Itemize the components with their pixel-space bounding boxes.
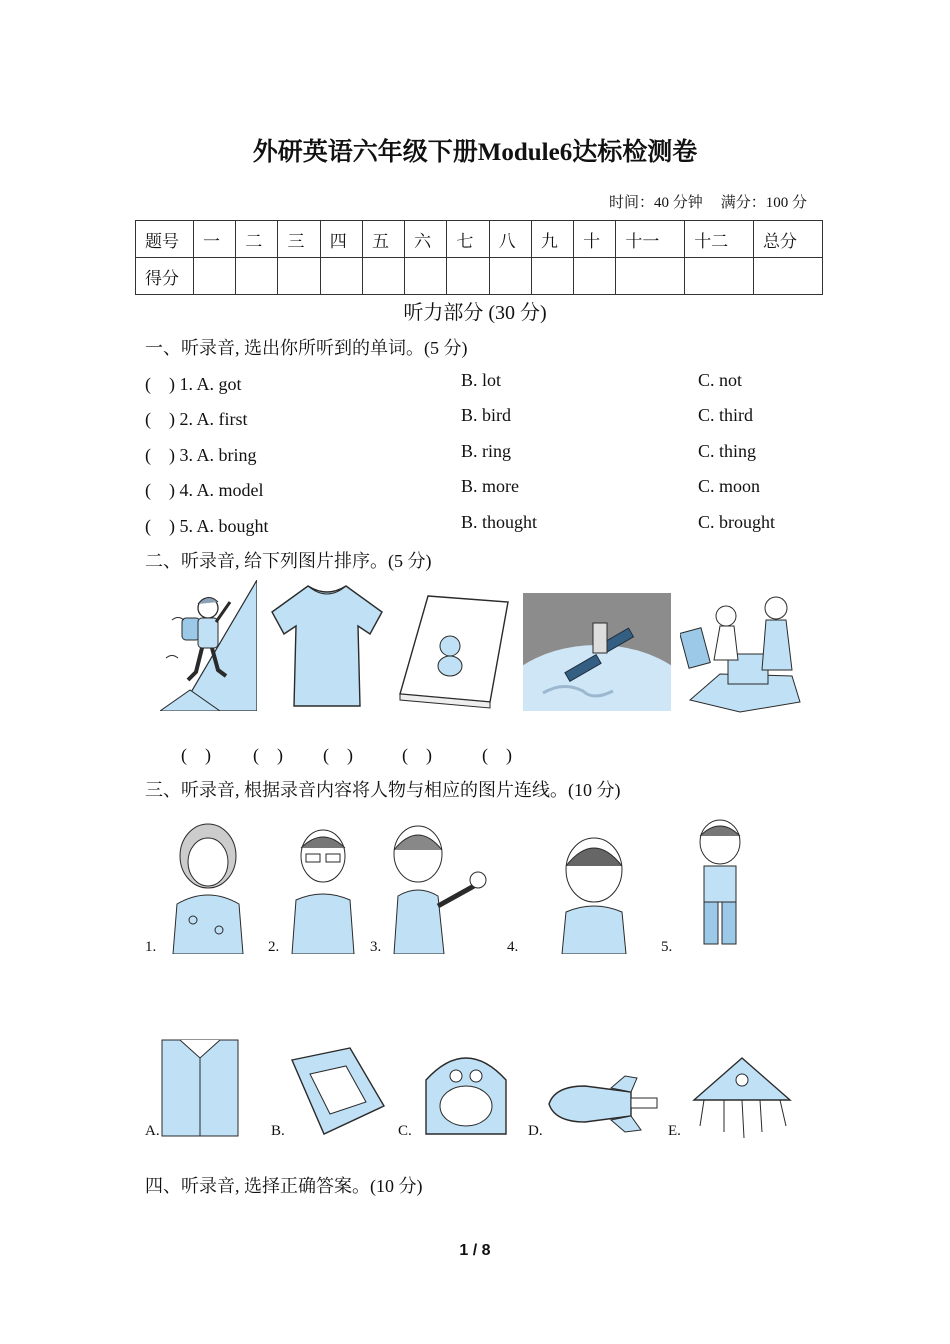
object-label-a: A. xyxy=(145,1123,160,1139)
score-cell: 十二 xyxy=(685,221,754,258)
score-cell: 二 xyxy=(236,221,278,258)
picture-book xyxy=(398,594,510,710)
score-cell: 六 xyxy=(405,221,447,258)
kite-picture xyxy=(690,1056,794,1140)
exam-meta xyxy=(609,191,807,212)
q2-answer-blank-1[interactable]: ( ) xyxy=(181,745,211,765)
shirt-picture xyxy=(160,1038,240,1138)
person-label-1: 1. xyxy=(145,939,157,955)
person-label-2: 2. xyxy=(268,939,280,955)
q1-item-3-stem: ( ) 3. A. bring xyxy=(145,445,257,465)
score-cell: 七 xyxy=(447,221,489,258)
score-input-cell[interactable] xyxy=(616,258,685,295)
object-label-d: D. xyxy=(528,1123,543,1139)
climbing-boy-picture xyxy=(160,580,257,711)
score-cell: 十一 xyxy=(616,221,685,258)
mother-picture xyxy=(386,820,494,954)
score-input-cell[interactable] xyxy=(236,258,278,295)
q1-item-1-option-c: C. not xyxy=(698,370,743,390)
q1-item-2-option-b: B. bird xyxy=(461,405,512,425)
boy-picture xyxy=(690,816,752,950)
q1-item-5-option-b: B. thought xyxy=(461,512,538,532)
object-label-e: E. xyxy=(668,1123,681,1139)
score-table-score-row xyxy=(136,258,823,295)
father-picture xyxy=(288,826,358,954)
score-cell: 三 xyxy=(278,221,320,258)
q1-heading: 一、听录音, 选出你所听到的单词。(5 分) xyxy=(145,338,468,358)
q1-item-5-stem: ( ) 5. A. bought xyxy=(145,516,269,536)
t-shirt-picture xyxy=(268,582,386,710)
q1-item-4-option-b: B. more xyxy=(461,476,519,496)
grandmother-picture xyxy=(163,820,253,954)
section-title: 听力部分 (30 分) xyxy=(403,302,547,324)
q1-item-1-stem: ( ) 1. A. got xyxy=(145,374,242,394)
score-table xyxy=(135,220,823,295)
person-label-5: 5. xyxy=(661,939,673,955)
girl-picture xyxy=(548,830,640,954)
score-input-cell[interactable] xyxy=(278,258,320,295)
score-input-cell[interactable] xyxy=(320,258,362,295)
score-row-label: 得分 xyxy=(136,258,194,295)
q1-item-2-option-c: C. third xyxy=(698,405,754,425)
score-cell: 九 xyxy=(531,221,573,258)
full-score: 满分：100 分 xyxy=(720,195,807,211)
q2-heading: 二、听录音, 给下列图片排序。(5 分) xyxy=(145,551,432,571)
object-label-b: B. xyxy=(271,1123,285,1139)
q1-item-3-option-b: B. ring xyxy=(461,441,512,461)
score-cell: 八 xyxy=(489,221,531,258)
q1-item-4-option-c: C. moon xyxy=(698,476,761,496)
score-input-cell[interactable] xyxy=(574,258,616,295)
score-cell: 十 xyxy=(574,221,616,258)
space-station-picture xyxy=(523,593,671,711)
q2-answer-blank-3[interactable]: ( ) xyxy=(323,745,353,765)
score-input-cell[interactable] xyxy=(405,258,447,295)
score-cell: 一 xyxy=(194,221,236,258)
score-input-cell[interactable] xyxy=(194,258,236,295)
score-cell: 题号 xyxy=(136,221,194,258)
q2-answer-blank-4[interactable]: ( ) xyxy=(402,745,432,765)
q1-item-4-stem: ( ) 4. A. model xyxy=(145,480,264,500)
score-cell: 四 xyxy=(320,221,362,258)
person-label-4: 4. xyxy=(507,939,519,955)
score-input-cell[interactable] xyxy=(531,258,573,295)
time-limit: 时间：40 分钟 xyxy=(608,195,703,211)
score-input-cell[interactable] xyxy=(362,258,404,295)
score-input-cell[interactable] xyxy=(685,258,754,295)
q2-answer-blank-5[interactable]: ( ) xyxy=(482,745,512,765)
score-input-cell[interactable] xyxy=(489,258,531,295)
q1-item-5-option-c: C. brought xyxy=(698,512,776,532)
q3-heading: 三、听录音, 根据录音内容将人物与相应的图片连线。(10 分) xyxy=(145,780,621,800)
backpack-picture xyxy=(420,1036,512,1138)
score-cell: 五 xyxy=(362,221,404,258)
page-number: 1 / 8 xyxy=(459,1242,491,1259)
q1-item-3-option-c: C. thing xyxy=(698,441,757,461)
q2-answer-blank-2[interactable]: ( ) xyxy=(253,745,283,765)
q1-item-2-stem: ( ) 2. A. first xyxy=(145,409,248,429)
book-picture xyxy=(290,1046,386,1138)
score-cell: 总分 xyxy=(754,221,823,258)
q4-heading: 四、听录音, 选择正确答案。(10 分) xyxy=(145,1176,423,1196)
object-label-c: C. xyxy=(398,1123,412,1139)
person-label-3: 3. xyxy=(370,939,382,955)
score-table-header-row xyxy=(136,221,823,258)
score-input-cell[interactable] xyxy=(447,258,489,295)
score-input-cell[interactable] xyxy=(754,258,823,295)
page-title: 外研英语六年级下册Module6达标检测卷 xyxy=(252,139,698,166)
q1-item-1-option-b: B. lot xyxy=(461,370,502,390)
kids-with-present-picture xyxy=(680,590,806,714)
rocket-picture xyxy=(545,1074,661,1136)
